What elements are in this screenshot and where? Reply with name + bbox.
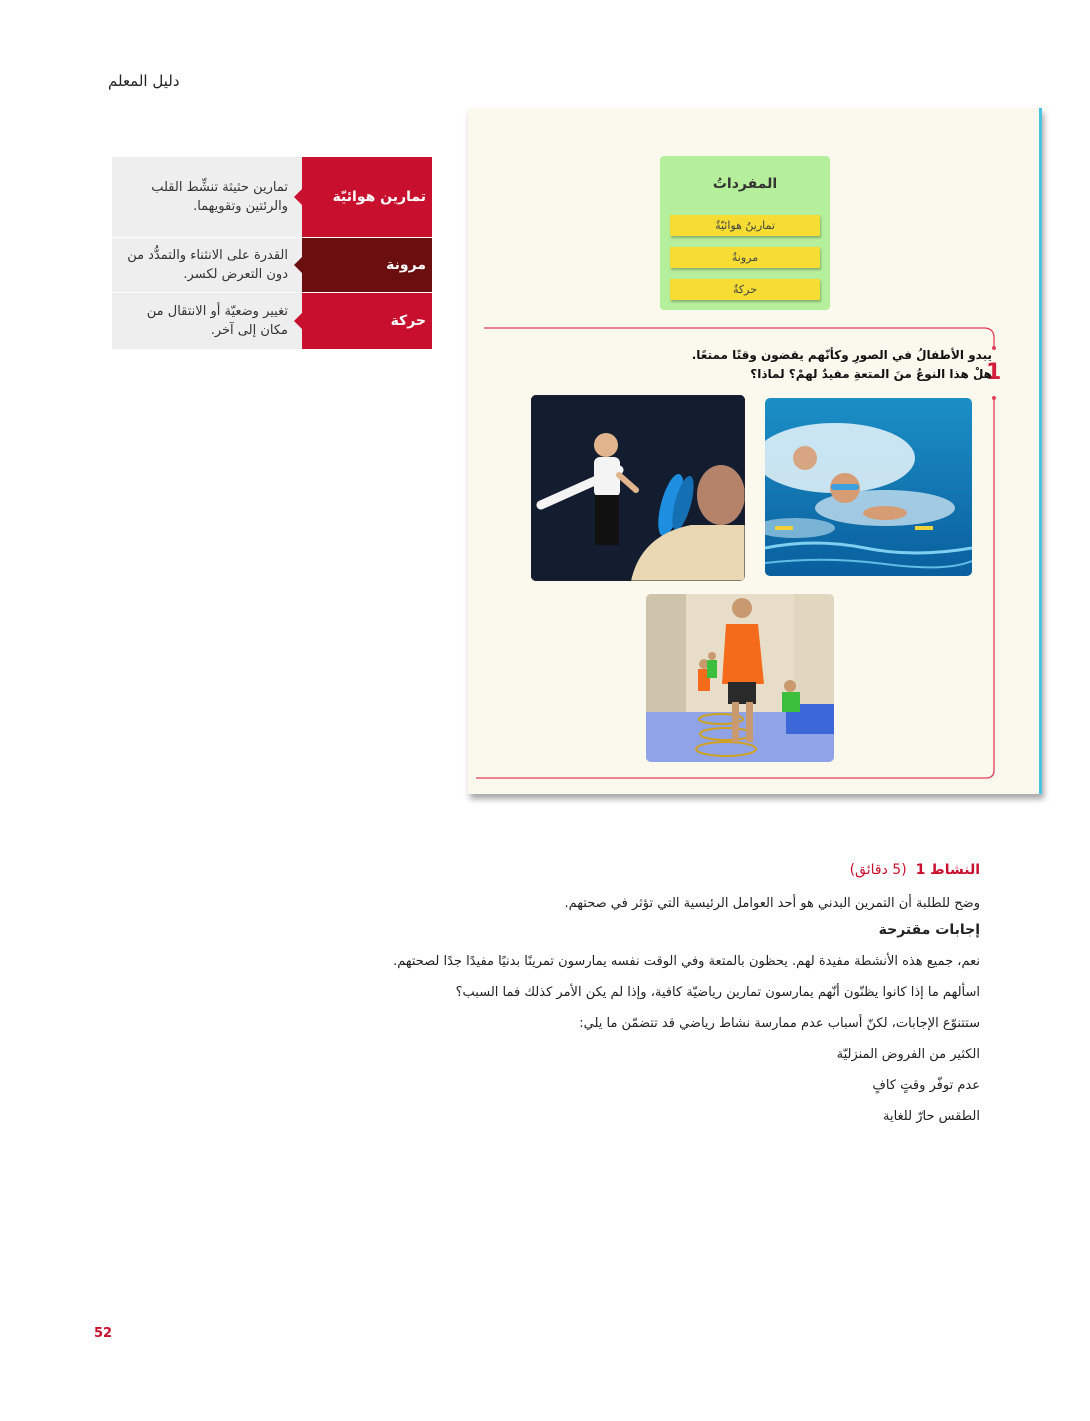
glossary-definition: تغيير وضعيّة أو الانتقال من مكان إلى آخر. [112, 293, 302, 349]
reason-item: الطقس حارّ للغاية [882, 1109, 980, 1124]
answer-paragraph: ستتنوّع الإجابات، لكنّ أسباب عدم ممارسة نشاط رياضي قد تتضمّن ما يلي: [579, 1016, 980, 1031]
activity-heading [380, 860, 980, 881]
question-text [692, 346, 992, 384]
student-book-excerpt [468, 108, 1042, 794]
page-number: 52 [94, 1326, 113, 1341]
glossary-term [302, 157, 432, 237]
glossary-definition: القدرة على الانثناء والتمدُّد من دون التعرض لكسر. [112, 238, 302, 292]
glossary-term-label: تمارين هوائيّة [332, 189, 426, 205]
glossary-row [112, 238, 432, 292]
vocabulary-item: تمارينُ هوائيّةُ [670, 215, 820, 236]
teacher-notes [380, 860, 980, 1127]
swimming-photo [765, 398, 972, 576]
answer-paragraph: اسألهم ما إذا كانوا يظنّون أنّهم يمارسون تمارين رياضيّة كافية، وإذا لم يكن الأمر كذلك فما السبب؟ [455, 985, 980, 1000]
glossary-term [302, 238, 432, 292]
answers-heading: إجابات مقترحة [878, 922, 980, 938]
glossary-term [302, 293, 432, 349]
question-number: 1 [986, 360, 1002, 385]
activity-intro: وضح للطلبة أن التمرين البدني هو أحد العوامل الرئيسية التي تؤثر في صحتهم. [564, 896, 980, 911]
activity-label: النشاط 1 [915, 862, 980, 878]
glossary-definition: تمارين حثيثة تنشِّط القلب والرئتين وتقويهما. [112, 157, 302, 237]
vocabulary-item: مرونةٌ [670, 247, 820, 268]
question-line: يبدو الأطفالُ في الصورِ وكأنّهم يقضون وقتًا ممتعًا. [691, 348, 992, 362]
question-line: هلْ هذا النوعُ منَ المتعةِ مفيدٌ لهمْ؟ لماذا؟ [750, 367, 992, 381]
glossary-term-label: حركة [390, 313, 426, 329]
agility-hoops-photo [646, 594, 834, 762]
glossary-term-label: مرونة [386, 257, 426, 273]
glossary-row [112, 157, 432, 237]
activity-time: (5 دقائق) [849, 862, 907, 878]
reason-item: الكثير من الفروض المنزليّة [836, 1047, 980, 1062]
answer-paragraph: نعم، جميع هذه الأنشطة مفيدة لهم. يحظون بالمتعة وفي الوقت نفسه يمارسون تمرينًا بدنيًا مفيدًا جدًا لصحتهم. [393, 954, 980, 969]
glossary-row [112, 293, 432, 349]
header-title: دليل المعلم [108, 72, 180, 90]
vocabulary-item: حركةٌ [670, 279, 820, 300]
reason-item: عدم توفّر وقتٍ كافٍ [872, 1078, 980, 1093]
vocabulary-title: المفرداتُ [712, 176, 778, 192]
taekwondo-photo [531, 395, 745, 581]
